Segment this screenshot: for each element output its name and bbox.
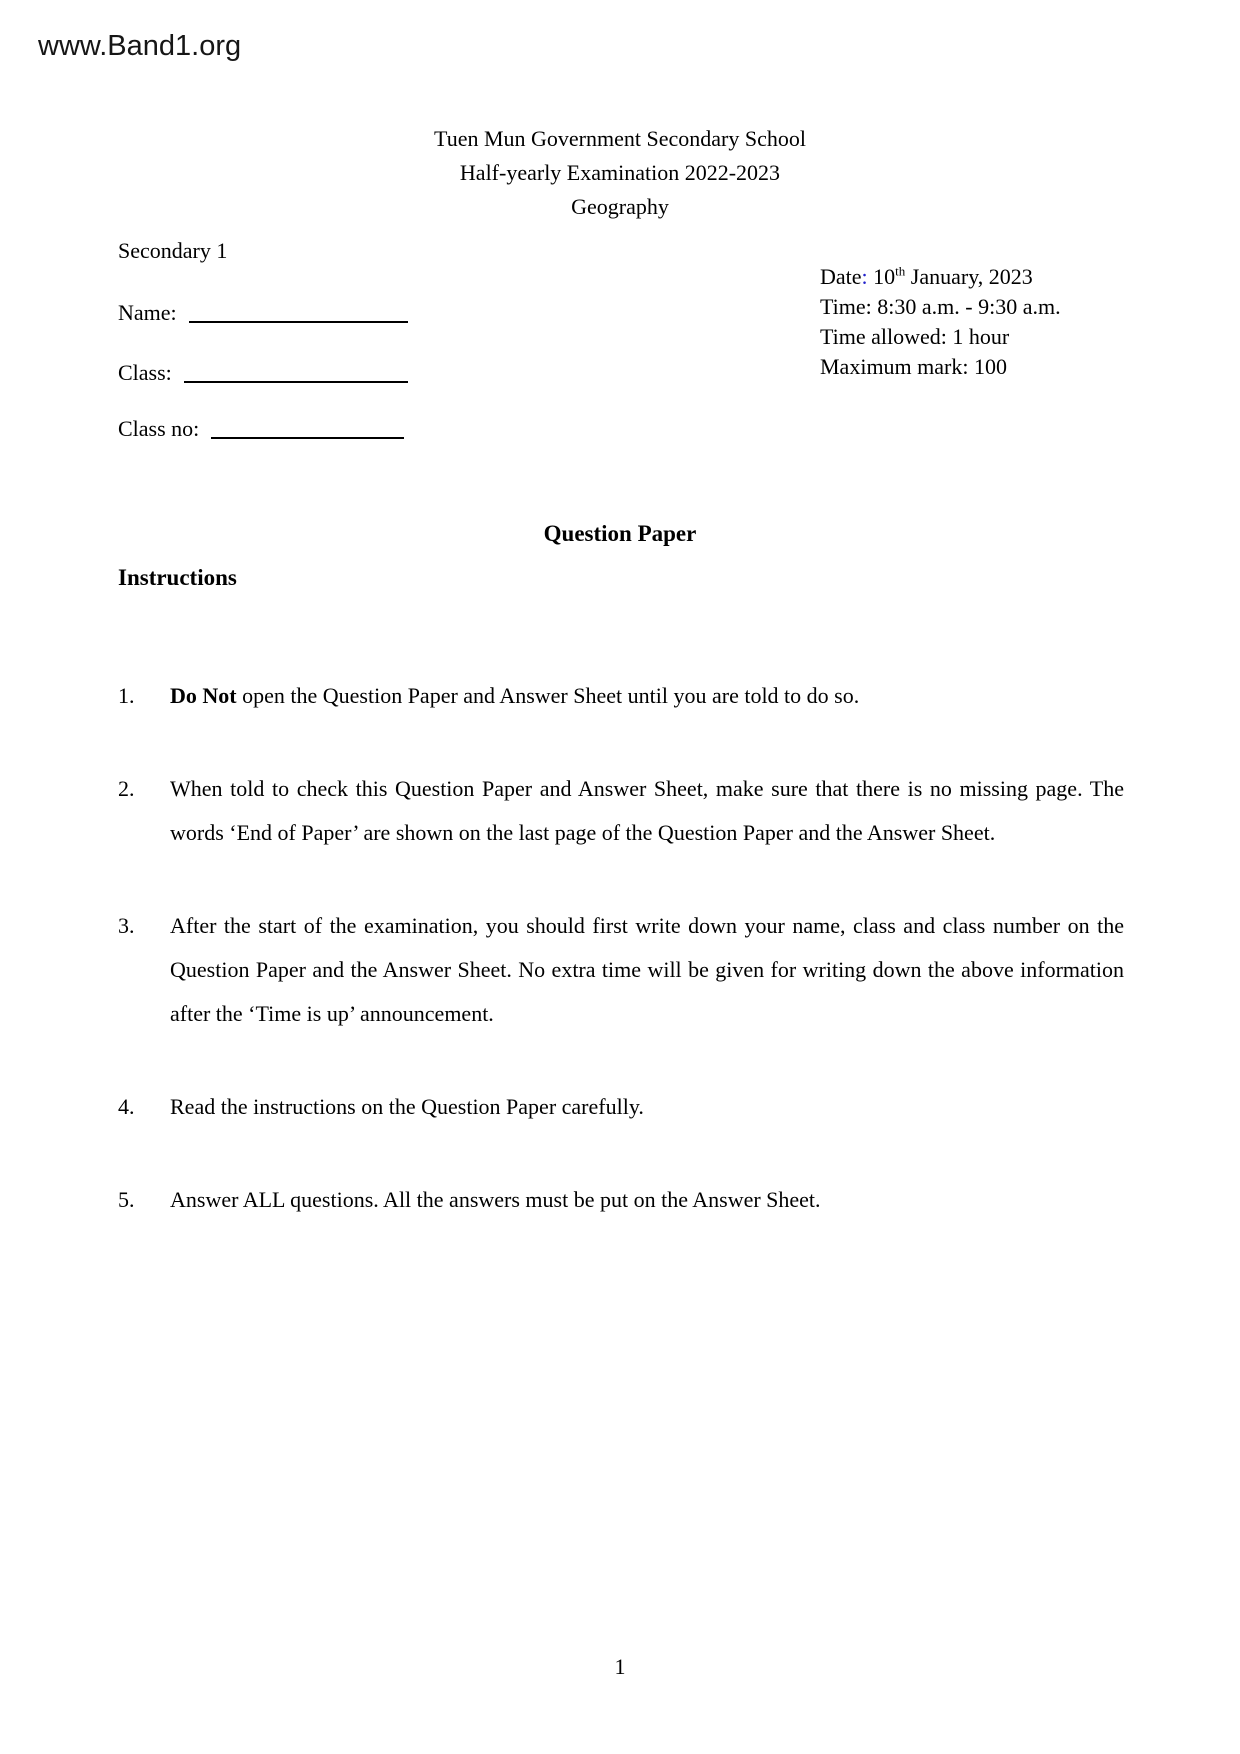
instruction-number: 5. [118, 1187, 135, 1212]
instruction-item-4 [118, 1085, 1124, 1129]
date-rest: January, 2023 [905, 264, 1033, 289]
exam-header [0, 122, 1240, 224]
class-no-label: Class no: [118, 416, 200, 441]
school-name: Tuen Mun Government Secondary School [434, 126, 806, 151]
instructions-heading: Instructions [118, 565, 237, 590]
instruction-number: 4. [118, 1094, 135, 1119]
date-label: Date [820, 264, 862, 289]
paper-title: Question Paper [543, 521, 697, 546]
date-ordinal: th [895, 263, 906, 279]
instruction-text: When told to check this Question Paper and Answer Sheet, make sure that there is no missing page. The words ‘End of Paper’ are shown on the last page of the Question Paper and the Answer Sheet. [170, 776, 1124, 845]
instruction-number: 2. [118, 776, 135, 801]
class-no-field-row [118, 412, 404, 442]
instruction-item-3 [118, 904, 1124, 1036]
time-allowed-line: Time allowed: 1 hour [820, 324, 1010, 349]
subject-name: Geography [571, 194, 669, 219]
instruction-text: Answer ALL questions. All the answers must be put on the Answer Sheet. [170, 1187, 821, 1212]
exam-info-block [820, 262, 1061, 382]
date-colon: : [861, 264, 868, 289]
instruction-text: After the start of the examination, you should first write down your name, class and class number on the Question Paper and the Answer Sheet. No extra time will be given for writing down the above information after the ‘Time is up’ announcement. [170, 913, 1124, 1026]
class-label: Class: [118, 360, 172, 385]
exam-title: Half-yearly Examination 2022-2023 [459, 160, 781, 185]
form-level: Secondary 1 [118, 238, 228, 263]
instruction-bold-text: Do Not [170, 683, 237, 708]
max-mark-line: Maximum mark: 100 [820, 354, 1007, 379]
page-number: 1 [614, 1654, 626, 1679]
time-line: Time: 8:30 a.m. - 9:30 a.m. [820, 294, 1061, 319]
instructions-list [118, 674, 1124, 1271]
name-field-row [118, 296, 408, 326]
instruction-number: 1. [118, 683, 135, 708]
instruction-item-1 [118, 674, 1124, 718]
date-line [820, 262, 1061, 292]
watermark-text: www.Band1.org [38, 30, 242, 62]
instruction-item-2 [118, 767, 1124, 855]
class-field-row [118, 356, 408, 386]
name-label: Name: [118, 300, 177, 325]
instruction-text: Do Not open the Question Paper and Answer Sheet until you are told to do so. [170, 683, 860, 708]
instruction-text: Read the instructions on the Question Paper carefully. [170, 1094, 644, 1119]
class-no-blank-line [211, 415, 404, 439]
instruction-number: 3. [118, 913, 135, 938]
date-day: 10 [873, 264, 896, 289]
instruction-item-5 [118, 1178, 1124, 1222]
class-blank-line [184, 359, 408, 383]
name-blank-line [189, 299, 408, 323]
